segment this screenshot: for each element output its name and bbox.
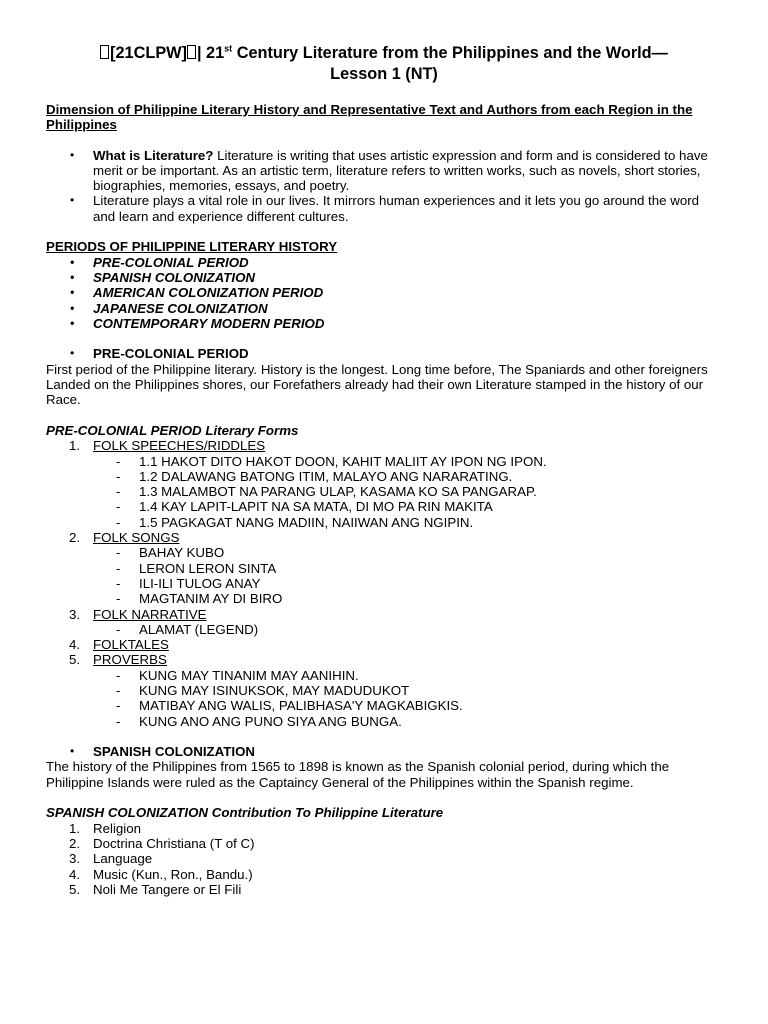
- intro-bullet-list: [46, 148, 722, 224]
- periods-list: [46, 255, 722, 331]
- song-item: - ILI-ILI TULOG ANAY: [46, 576, 722, 591]
- contrib-item: 1. Religion: [69, 820, 142, 836]
- precolonial-forms-list: [46, 438, 722, 729]
- form-item: 1. FOLK SPEECHES/RIDDLES - 1.1 HAKOT DITO HAKOT DOON, KAHIT MALIIT AY IPON NG IPON. - 1.2 DALAWANG BATONG ITIM, MALAYO ANG NARARATING. - 1.3 MALAMBOT NA PARANG ULAP, KASAMA KO SA PANGARAP. - 1.4 KAY LAPIT-LAPIT NA SA MATA, DI MO PA RIN MAKITA - 1.5 PAGKAGAT NANG MADIIN, NAIIWAN ANG NGIPIN.: [46, 438, 722, 530]
- proverb-item: - MATIBAY ANG WALIS, PALIBHASA'Y MAGKABIGKIS.: [46, 698, 722, 713]
- precolonial-heading-list: [46, 346, 722, 361]
- periods-heading: PERIODS OF PHILIPPINE LITERARY HISTORY: [46, 239, 338, 255]
- precolonial-forms-heading: PRE-COLONIAL PERIOD Literary Forms: [46, 422, 299, 438]
- form-item: 3. FOLK NARRATIVE - ALAMAT (LEGEND): [46, 607, 722, 638]
- riddle-item: - 1.2 DALAWANG BATONG ITIM, MALAYO ANG NARARATING.: [46, 469, 722, 484]
- dimension-heading: Dimension of Philippine Literary History and Representative Text and Authors from each Region in the Philippines: [46, 102, 693, 133]
- form-item: 2. FOLK SONGS - BAHAY KUBO - LERON LERON SINTA - ILI-ILI TULOG ANAY - MAGTANIM AY DI BIRO: [46, 530, 722, 606]
- period-item: • SPANISH COLONIZATION: [46, 270, 722, 285]
- intro-bullet-item: • What is Literature? Literature is writing that uses artistic expression and form and is considered to have merit or be important. As an artistic term, literature refers to written works, such as novels, short stories, biographies, memories, essays, and poetry.: [46, 148, 722, 194]
- riddle-item: - 1.1 HAKOT DITO HAKOT DOON, KAHIT MALIIT AY IPON NG IPON.: [46, 454, 722, 469]
- narrative-item: - ALAMAT (LEGEND): [46, 622, 722, 637]
- missing-glyph-icon: [187, 45, 196, 59]
- period-item: • AMERICAN COLONIZATION PERIOD: [46, 285, 722, 300]
- period-item: • CONTEMPORARY MODERN PERIOD: [46, 316, 722, 331]
- period-item: • JAPANESE COLONIZATION: [46, 301, 722, 316]
- proverb-item: - KUNG ANO ANG PUNO SIYA ANG BUNGA.: [46, 714, 722, 729]
- form-sublist: [93, 454, 722, 530]
- form-sublist: [93, 545, 722, 606]
- riddle-item: - 1.3 MALAMBOT NA PARANG ULAP, KASAMA KO SA PANGARAP.: [46, 484, 722, 499]
- precolonial-heading: • PRE-COLONIAL PERIOD: [46, 346, 722, 361]
- document-title: [21CLPW] | 21st Century Literature from the Philippines and the World— Lesson 1 (NT): [46, 43, 722, 84]
- form-item: 5. PROVERBS - KUNG MAY TINANIM MAY AANIHIN. - KUNG MAY ISINUKSOK, MAY MADUDUKOT - MATIBAY ANG WALIS, PALIBHASA'Y MAGKABIGKIS. - KUNG ANO ANG PUNO SIYA ANG BUNGA.: [46, 652, 722, 728]
- intro-bullet-item: • Literature plays a vital role in our lives. It mirrors human experiences and it lets you go around the word and learn and experience different cultures.: [46, 193, 722, 224]
- form-sublist: [93, 622, 722, 637]
- proverb-item: - KUNG MAY TINANIM MAY AANIHIN.: [46, 668, 722, 683]
- proverb-item: - KUNG MAY ISINUKSOK, MAY MADUDUKOT: [46, 683, 722, 698]
- song-item: - LERON LERON SINTA: [46, 561, 722, 576]
- contrib-item: 2. Doctrina Christiana (T of C): [69, 835, 255, 851]
- spanish-contrib-heading: SPANISH COLONIZATION Contribution To Philippine Literature: [46, 805, 444, 821]
- spanish-heading: • SPANISH COLONIZATION: [46, 744, 722, 759]
- form-sublist: [93, 668, 722, 729]
- form-item: 4. FOLKTALES: [69, 637, 169, 653]
- period-item: • PRE-COLONIAL PERIOD: [46, 255, 722, 270]
- contrib-item: 3. Language: [69, 851, 153, 867]
- spanish-contrib-list: [46, 821, 722, 897]
- riddle-item: - 1.4 KAY LAPIT-LAPIT NA SA MATA, DI MO PA RIN MAKITA: [46, 499, 722, 514]
- contrib-item: 4. Music (Kun., Ron., Bandu.): [69, 866, 253, 882]
- song-item: - BAHAY KUBO: [46, 545, 722, 560]
- precolonial-paragraph: First period of the Philippine literary. History is the longest. Long time before, The Spaniards and other foreigners Landed on the Philippines shores, our Forefathers already had their own Literature stamped in the history of our Race.: [46, 361, 708, 408]
- missing-glyph-icon: [100, 45, 109, 59]
- song-item: - MAGTANIM AY DI BIRO: [46, 591, 722, 606]
- spanish-paragraph: The history of the Philippines from 1565 to 1898 is known as the Spanish colonial period, during which the Philippine Islands were ruled as the Captaincy General of the Philippines within the Spanish regime.: [46, 759, 670, 790]
- spanish-heading-list: [46, 744, 722, 759]
- riddle-item: - 1.5 PAGKAGAT NANG MADIIN, NAIIWAN ANG NGIPIN.: [46, 515, 722, 530]
- contrib-item: 5. Noli Me Tangere or El Fili: [69, 881, 242, 897]
